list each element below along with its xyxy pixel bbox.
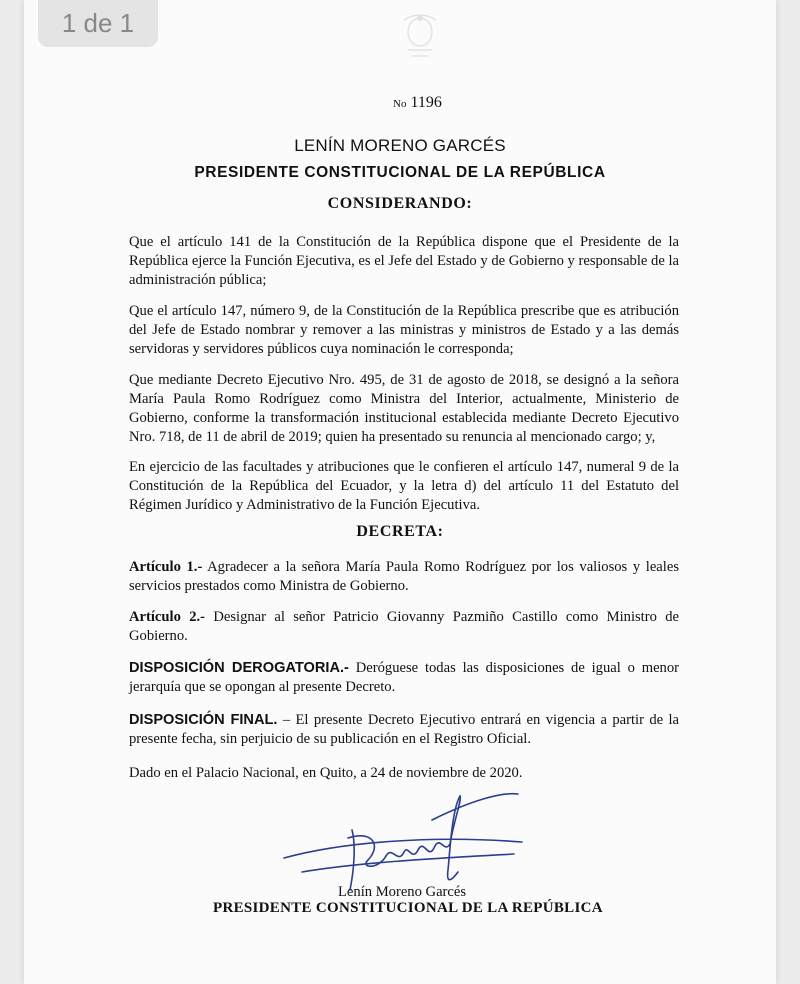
number-value: 1196: [410, 94, 442, 111]
considerando-paragraph: Que el artículo 147, número 9, de la Constitución de la República prescribe que es atribución del Jefe de Estado nombrar y remover a las ministras y ministros de Estado y a las demás servidoras y servidores públicos cuya nominación le corresponda;: [129, 303, 679, 357]
article-paragraph: [129, 608, 679, 646]
president-name: LENÍN MORENO GARCÉS: [294, 136, 506, 155]
article-label: DISPOSICIÓN FINAL.: [129, 712, 278, 728]
coat-of-arms-watermark: [398, 10, 442, 60]
article-label: Artículo 2.-: [129, 609, 206, 625]
considerando-paragraph: En ejercicio de las facultades y atribuciones que le confieren el artículo 147, numeral 9 de la Constitución de la República del Ecuador, y la letra d) del artículo 11 del Estatuto del Régimen Jurídico y Administrativo de la Función Ejecutiva.: [129, 459, 679, 513]
article-text: – El presente Decreto Ejecutivo entrará en vigencia a partir de la presente fecha, sin perjuicio de su publicación en el Registro Oficial.: [129, 712, 679, 747]
article-text: Agradecer a la señora María Paula Romo Rodríguez por los valiosos y leales servicios prestados como Ministra de Gobierno.: [129, 559, 679, 594]
article-paragraph: [129, 659, 679, 697]
considerando-heading: CONSIDERANDO:: [327, 195, 473, 212]
article-label: DISPOSICIÓN DEROGATORIA.-: [129, 660, 349, 676]
article-text: Designar al señor Patricio Giovanny Pazmiño Castillo como Ministro de Gobierno.: [129, 609, 679, 644]
page-indicator: 1 de 1: [38, 0, 158, 47]
president-title: PRESIDENTE CONSTITUCIONAL DE LA REPÚBLICA: [194, 164, 606, 181]
article-text: Deróguese todas las disposiciones de igual o menor jerarquía que se opongan al presente Decreto.: [129, 660, 680, 695]
number-prefix: No: [393, 98, 407, 110]
signer-name: Lenín Moreno Garcés: [338, 884, 467, 900]
decree-number: [393, 94, 442, 112]
considerando-paragraph: Que mediante Decreto Ejecutivo Nro. 495, de 31 de agosto de 2018, se designó a la señora María Paula Romo Rodríguez como Ministra del Interior, actualmente, Ministerio de Gobierno, conforme la transformación institucional establecida mediante Decreto Ejecutivo Nro. 718, de 11 de abril de 2019; quien ha presentado su renuncia al mencionado cargo; y,: [129, 372, 679, 445]
article-label: Artículo 1.-: [129, 559, 203, 575]
decreta-heading: DECRETA:: [356, 523, 444, 540]
closing-line: Dado en el Palacio Nacional, en Quito, a 24 de noviembre de 2020.: [129, 765, 523, 781]
article-paragraph: [129, 558, 679, 596]
article-paragraph: [129, 711, 679, 749]
signer-title: PRESIDENTE CONSTITUCIONAL DE LA REPÚBLICA: [213, 900, 603, 916]
considerando-paragraph: Que el artículo 141 de la Constitución de la República dispone que el Presidente de la República ejerce la Función Ejecutiva, es el Jefe del Estado y de Gobierno y responsable de la administración pública;: [129, 234, 679, 288]
